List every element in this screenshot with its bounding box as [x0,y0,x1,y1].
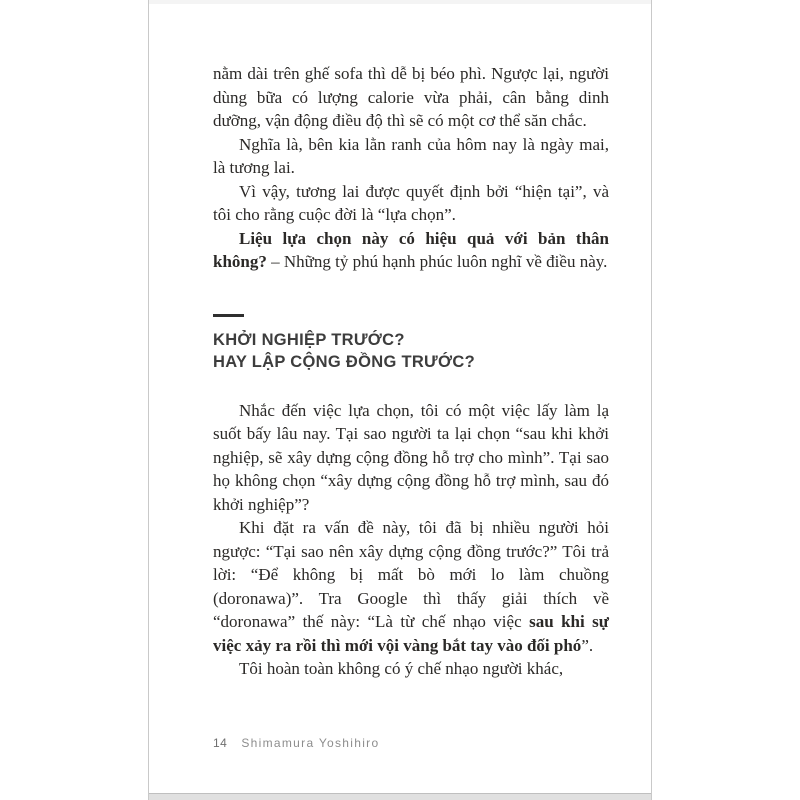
text-run: Nhắc đến việc lựa chọn, tôi có một việc lấy làm lạ suốt bấy lâu nay. Tại sao người ta lại chọn “sau khi khởi nghiệp, sẽ xây dựng cộng đồng hỗ trợ cho mình”. Tại sao họ không chọn “xây dựng cộng đồng hỗ trợ mình, sau đó khởi nghiệp”? [213,400,609,514]
text-run: – Những tỷ phú hạnh phúc luôn nghĩ về điều này. [266,252,608,271]
text-run: Liệu lựa chọn này có hiệu quả với bản thân không? [213,228,609,271]
page-bottom-edge [149,793,651,800]
page-footer [213,736,379,750]
body-paragraphs-bottom [213,399,609,681]
text-run: Khi đặt ra vấn đề này, tôi đã bị nhiều người hỏi ngược: “Tại sao nên xây dựng cộng đồng trước?” Tôi trả lời: “Để không bị mất bò mới lo làm chuồng (doronawa)”. Tra Google thì thấy giải thích về “doronawa” thế này: “Là từ chế nhạo việc [213,518,609,631]
text-run: sau khi sự việc xảy ra rồi thì mới vội vàng bắt tay vào đối phó [213,612,609,655]
text-run: ”. [581,635,594,655]
page-top-edge [149,0,651,4]
text-run: nằm dài trên ghế sofa thì dễ bị béo phì. Ngược lại, người dùng bữa có lượng calorie vừa phải, cân bằng dinh dưỡng, vận động điều độ thì sẽ có một cơ thể săn chắc. [213,64,609,130]
paragraph [213,180,609,227]
page-number: 14 [213,736,228,750]
page-content [213,62,609,681]
section-heading-line-2: HAY LẬP CỘNG ĐỒNG TRƯỚC? [213,352,476,371]
book-page-scan [148,0,652,800]
paragraph [213,133,609,180]
text-run: Nghĩa là, bên kia lằn ranh của hôm nay là ngày mai, là tương lai. [213,134,609,177]
section-divider-rule [213,314,244,317]
text-run: Tôi hoàn toàn không có ý chế nhạo người khác, [239,659,564,678]
text-run: Vì vậy, tương lai được quyết định bởi “hiện tại”, và tôi cho rằng cuộc đời là “lựa chọn”. [213,181,609,224]
section-heading-line-1: KHỞI NGHIỆP TRƯỚC? [213,330,405,349]
section-heading [213,329,609,373]
paragraph [213,657,609,681]
body-paragraphs-top [213,62,609,274]
paragraph [213,516,609,657]
paragraph [213,62,609,133]
section-break [213,314,609,373]
paragraph [213,227,609,274]
running-footer-author: Shimamura Yoshihiro [241,736,380,750]
paragraph [213,399,609,517]
